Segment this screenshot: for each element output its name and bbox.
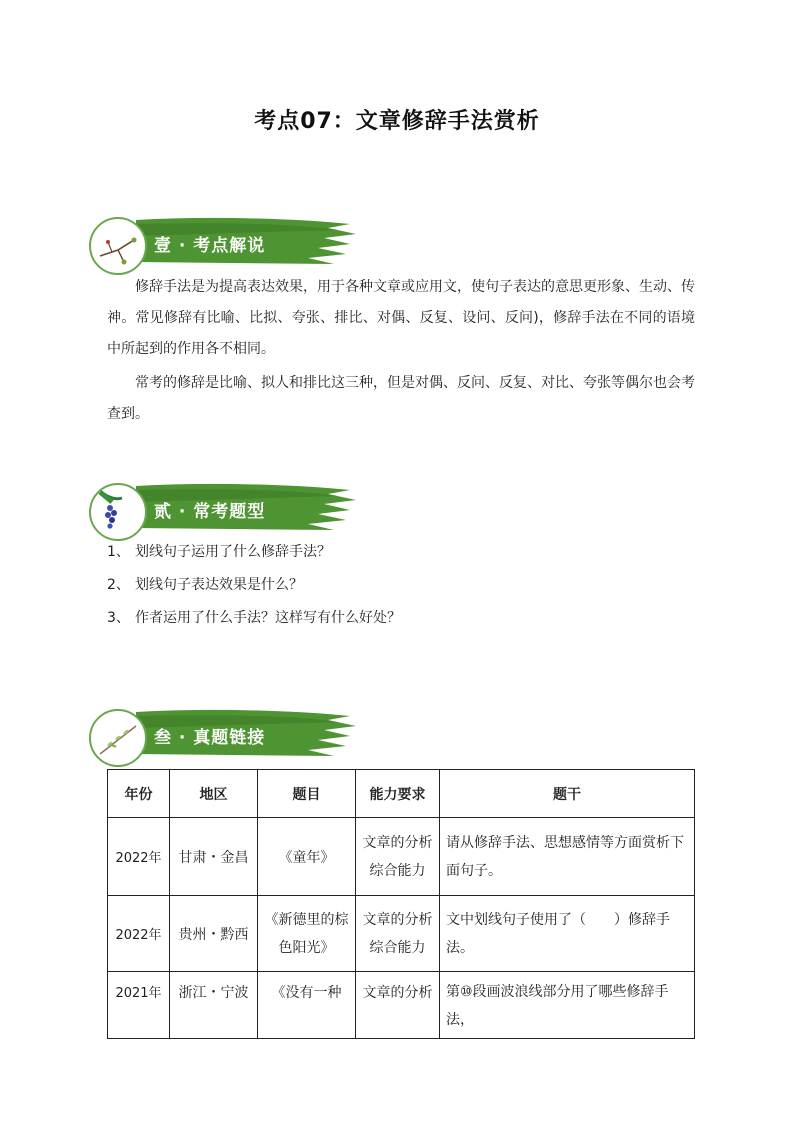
section-label-exam-links: 叁 · 真题链接 bbox=[154, 728, 266, 748]
section-label-explanation: 壹 · 考点解说 bbox=[154, 236, 266, 256]
section-header-explanation bbox=[88, 214, 358, 278]
header-stem: 题干 bbox=[440, 770, 695, 818]
table-row: 2021年 浙江・宁波 《没有一种 文章的分析 第⑩段画波浪线部分用了哪些修辞手法， bbox=[108, 972, 695, 1039]
header-region: 地区 bbox=[170, 770, 258, 818]
exam-table bbox=[107, 769, 695, 1039]
explanation-paragraph-1: 修辞手法是为提高表达效果，用于各种文章或应用文，使句子表达的意思更形象、生动、传神。常见修辞有比喻、比拟、夸张、排比、对偶、反复、设问、反问)，修辞手法在不同的语境中所起到的作用各不相同。 bbox=[107, 279, 695, 357]
header-topic: 题目 bbox=[258, 770, 356, 818]
list-item: 1、 划线句子运用了什么修辞手法？ bbox=[107, 544, 331, 560]
list-item: 2、 划线句子表达效果是什么？ bbox=[107, 577, 303, 593]
section-header-question-types bbox=[88, 480, 358, 544]
explanation-paragraph-2: 常考的修辞是比喻、拟人和排比这三种，但是对偶、反问、反复、对比、夸张等偶尔也会考查到。 bbox=[107, 375, 695, 422]
header-ability: 能力要求 bbox=[356, 770, 440, 818]
table-header-row bbox=[108, 770, 695, 818]
branch-icon bbox=[96, 718, 140, 762]
section-header-exam-links bbox=[88, 706, 358, 770]
twig-icon bbox=[96, 226, 140, 270]
question-list bbox=[107, 536, 401, 635]
table-row: 2022年 甘肃・金昌 《童年》 文章的分析综合能力 请从修辞手法、思想感情等方面赏析下面句子。 bbox=[108, 818, 695, 896]
page-title: 考点07：文章修辞手法赏析 bbox=[254, 109, 540, 134]
grape-icon bbox=[96, 488, 140, 538]
list-item: 3、 作者运用了什么手法？这样写有什么好处？ bbox=[107, 610, 401, 626]
header-year: 年份 bbox=[108, 770, 170, 818]
table-row: 2022年 贵州・黔西 《新德里的棕色阳光》 文章的分析综合能力 文中划线句子使用了（ ）修辞手法。 bbox=[108, 896, 695, 972]
section-label-question-types: 贰 · 常考题型 bbox=[154, 502, 266, 522]
